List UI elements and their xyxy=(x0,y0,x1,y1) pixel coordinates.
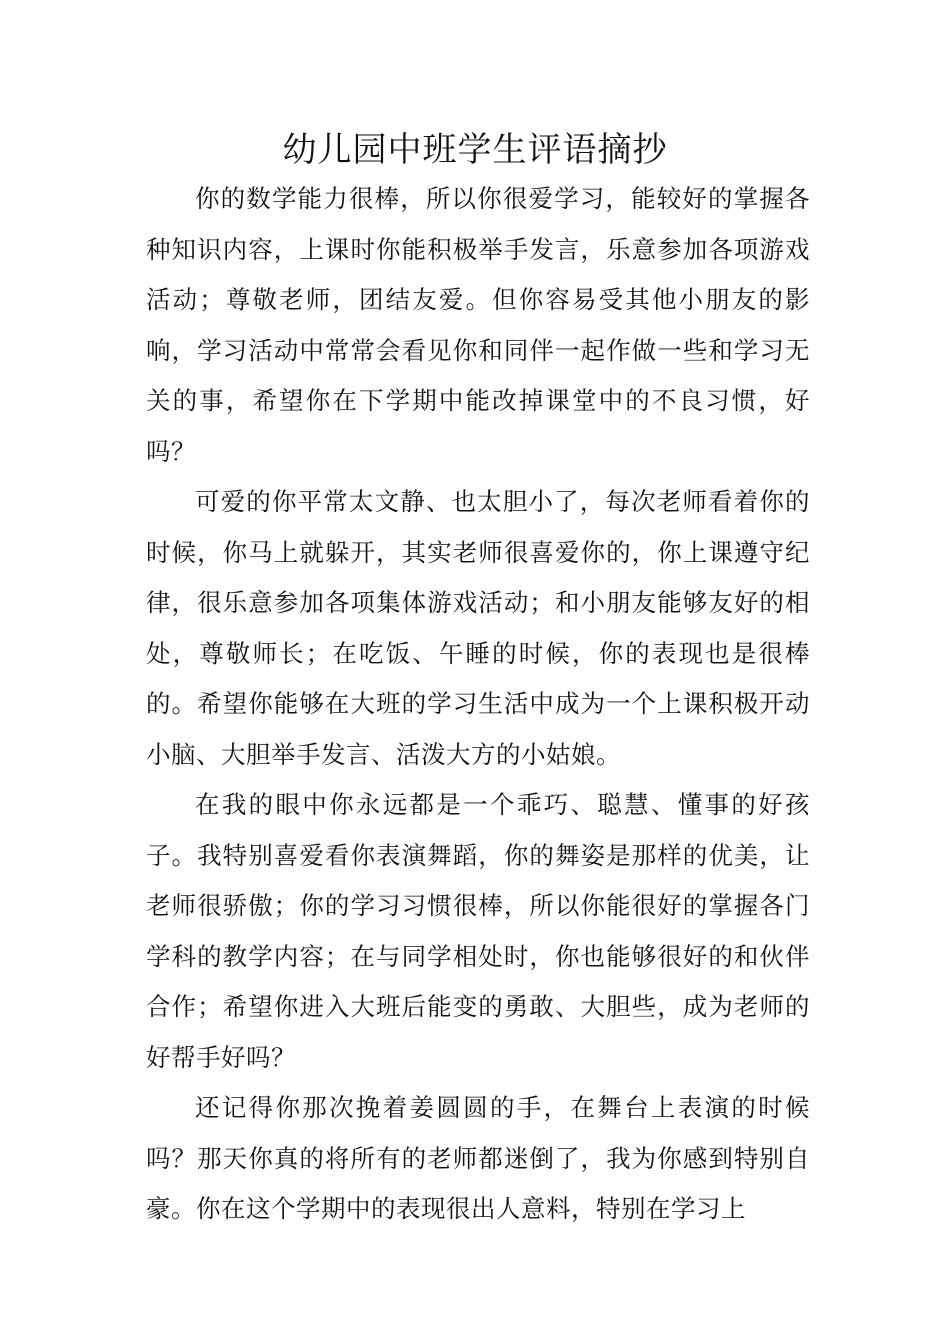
document-title: 幼儿园中班学生评语摘抄 xyxy=(282,130,668,170)
paragraph-4: 还记得你那次挽着姜圆圆的手，在舞台上表演的时候吗？那天你真的将所有的老师都迷倒了，我为你感到特别自豪。你在这个学期中的表现很出人意料，特别在学习上 xyxy=(146,1093,810,1223)
paragraph-3: 在我的眼中你永远都是一个乖巧、聪慧、懂事的好孩子。我特别喜爱看你表演舞蹈，你的舞姿是那样的优美，让老师很骄傲；你的学习习惯很棒，所以你能很好的掌握各门学科的教学内容；在与同学相处时，你也能够很好的和伙伴合作；希望你进入大班后能变的勇敢、大胆些，成为老师的好帮手好吗？ xyxy=(146,790,810,1072)
paragraph-2: 可爱的你平常太文静、也太胆小了，每次老师看着你的时候，你马上就躲开，其实老师很喜爱你的，你上课遵守纪律，很乐意参加各项集体游戏活动；和小朋友能够友好的相处，尊敬师长；在吃饭、午睡的时候，你的表现也是很棒的。希望你能够在大班的学习生活中成为一个上课积极开动小脑、大胆举手发言、活泼大方的小姑娘。 xyxy=(146,487,810,769)
document-body xyxy=(146,174,810,1235)
paragraph-1: 你的数学能力很棒，所以你很爱学习，能较好的掌握各种知识内容，上课时你能积极举手发言，乐意参加各项游戏活动；尊敬老师，团结友爱。但你容易受其他小朋友的影响，学习活动中常常会看见你和同伴一起作做一些和学习无关的事，希望你在下学期中能改掉课堂中的不良习惯，好吗？ xyxy=(146,184,810,466)
